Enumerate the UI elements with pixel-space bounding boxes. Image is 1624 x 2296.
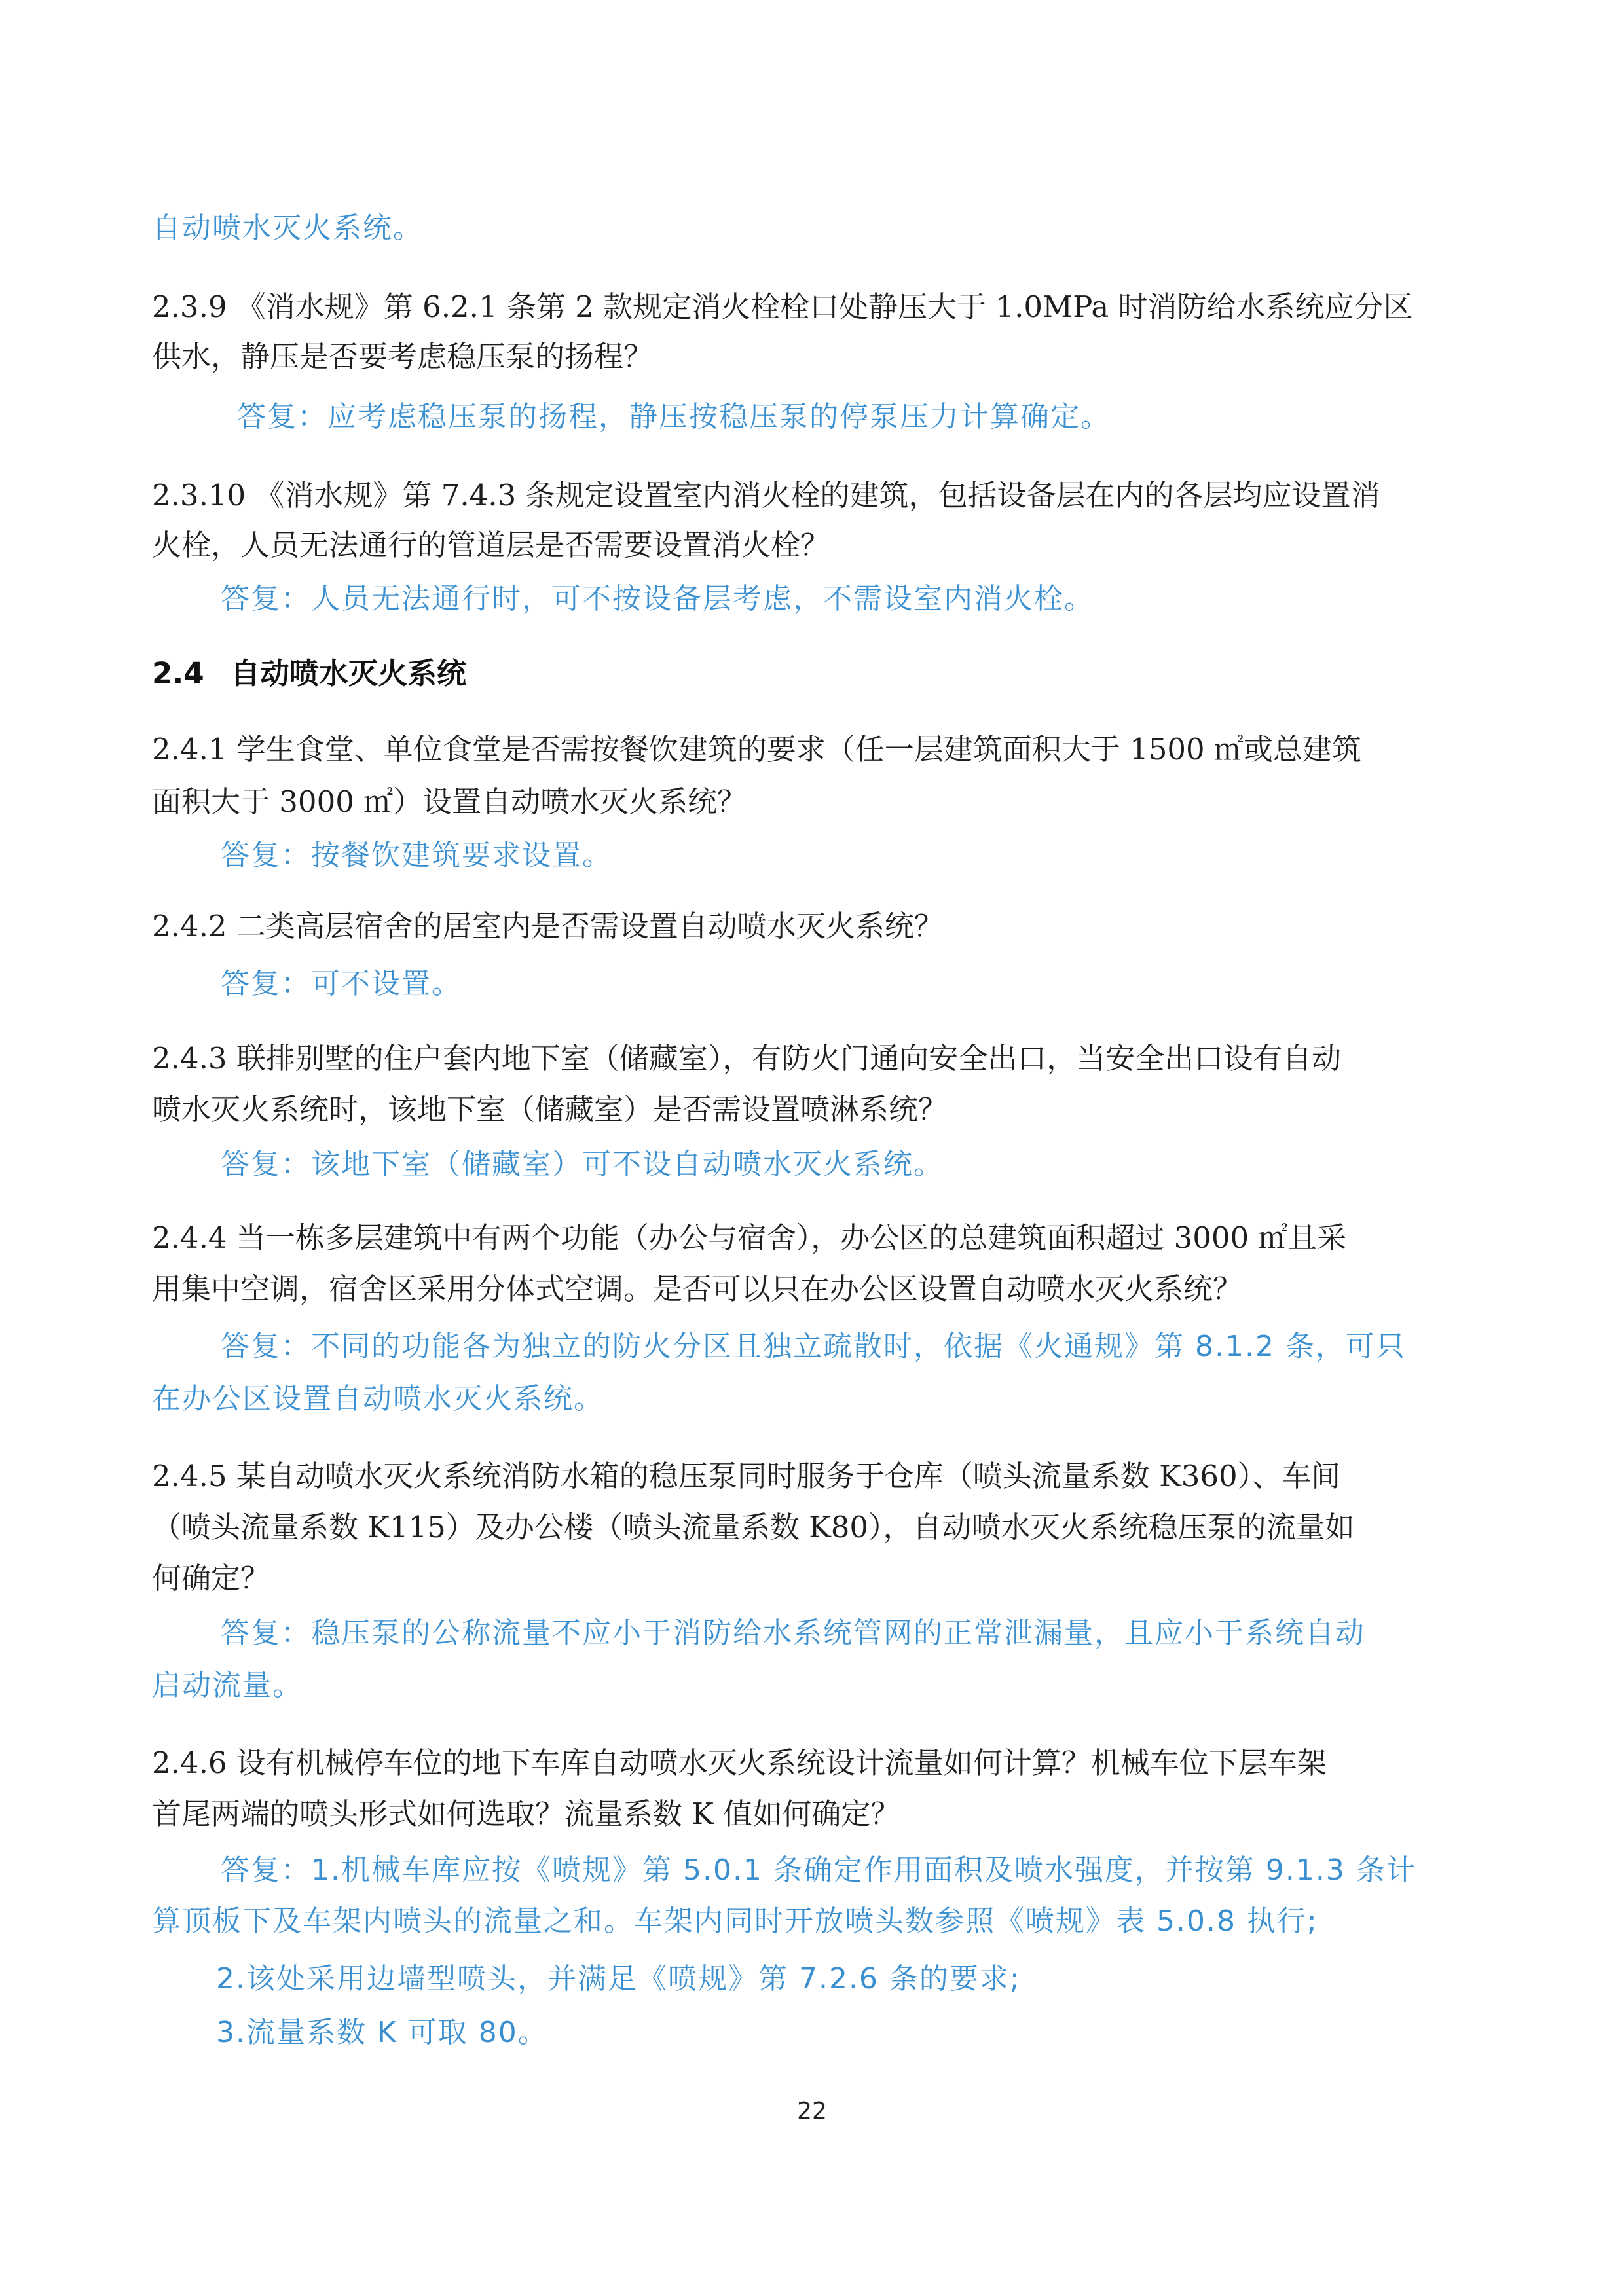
question-2-4-3-cont: 喷水灭火系统时，该地下室（储藏室）是否需设置喷淋系统？ xyxy=(152,1092,948,1127)
question-2-3-9: 2.3.9 《消水规》第 6.2.1 条第 2 款规定消火栓栓口处静压大于 1.0MPa 时消防给水系统应分区 xyxy=(152,289,1413,324)
question-2-4-3: 2.4.3 联排别墅的住户套内地下室（储藏室），有防火门通向安全出口，当安全出口设有自动 xyxy=(152,1041,1342,1076)
question-2-3-10-cont: 火栓，人员无法通行的管道层是否需要设置消火栓？ xyxy=(152,528,830,562)
question-2-4-5-cont: （喷头流量系数 K115）及办公楼（喷头流量系数 K80），自动喷水灭火系统稳压泵的流量如 xyxy=(152,1510,1355,1544)
answer-2-4-6: 答复：1.机械车库应按《喷规》第 5.0.1 条确定作用面积及喷水强度，并按第 9.1.3 条计 xyxy=(221,1853,1416,1887)
question-2-3-9-cont: 供水，静压是否要考虑稳压泵的扬程？ xyxy=(152,339,654,374)
question-2-3-10: 2.3.10 《消水规》第 7.4.3 条规定设置室内消火栓的建筑，包括设备层在内的各层均应设置消 xyxy=(152,478,1380,513)
question-2-4-5-cont2: 何确定？ xyxy=(152,1561,270,1595)
answer-2-3-10: 答复：人员无法通行时，可不按设备层考虑，不需设室内消火栓。 xyxy=(221,582,1094,615)
answer-continuation: 自动喷水灭火系统。 xyxy=(152,211,423,245)
answer-2-3-9: 答复：应考虑稳压泵的扬程，静压按稳压泵的停泵压力计算确定。 xyxy=(237,400,1111,433)
question-2-4-6-cont: 首尾两端的喷头形式如何选取？流量系数 K 值如何确定？ xyxy=(152,1796,900,1831)
answer-2-4-4-cont: 在办公区设置自动喷水灭火系统。 xyxy=(152,1382,604,1415)
question-2-4-4: 2.4.4 当一栋多层建筑中有两个功能（办公与宿舍），办公区的总建筑面积超过 3000 ㎡且采 xyxy=(152,1220,1347,1255)
answer-2-4-6-cont: 算顶板下及车架内喷头的流量之和。车架内同时开放喷头数参照《喷规》表 5.0.8 执行; xyxy=(152,1904,1318,1938)
question-2-4-4-cont: 用集中空调，宿舍区采用分体式空调。是否可以只在办公区设置自动喷水灭火系统？ xyxy=(152,1271,1243,1306)
section-heading xyxy=(152,651,1488,697)
answer-2-4-5: 答复：稳压泵的公称流量不应小于消防给水系统管网的正常泄漏量，且应小于系统自动 xyxy=(221,1616,1365,1650)
question-2-4-2: 2.4.2 二类高层宿舍的居室内是否需设置自动喷水灭火系统？ xyxy=(152,909,944,943)
question-2-4-1: 2.4.1 学生食堂、单位食堂是否需按餐饮建筑的要求（任一层建筑面积大于 1500 ㎡或总建筑 xyxy=(152,732,1361,767)
question-2-4-5: 2.4.5 某自动喷水灭火系统消防水箱的稳压泵同时服务于仓库（喷头流量系数 K360）、车间 xyxy=(152,1459,1341,1493)
section-title: 自动喷水灭火系统 xyxy=(231,656,467,691)
page-number: 22 xyxy=(797,2098,827,2124)
question-2-4-1-cont: 面积大于 3000 ㎡）设置自动喷水灭火系统？ xyxy=(152,784,747,819)
answer-2-4-3: 答复：该地下室（储藏室）可不设自动喷水灭火系统。 xyxy=(221,1148,944,1181)
answer-2-4-5-cont: 启动流量。 xyxy=(152,1669,303,1702)
answer-2-4-2: 答复：可不设置。 xyxy=(221,967,462,1000)
answer-2-4-1: 答复：按餐饮建筑要求设置。 xyxy=(221,839,612,872)
answer-2-4-6-item-2: 2.该处采用边墙型喷头，并满足《喷规》第 7.2.6 条的要求; xyxy=(216,1962,1021,1995)
question-2-4-6: 2.4.6 设有机械停车位的地下车库自动喷水灭火系统设计流量如何计算？机械车位下层车架 xyxy=(152,1745,1327,1780)
answer-2-4-4: 答复：不同的功能各为独立的防火分区且独立疏散时，依据《火通规》第 8.1.2 条，可只 xyxy=(221,1330,1406,1363)
answer-2-4-6-item-3: 3.流量系数 K 可取 80。 xyxy=(216,2016,548,2049)
section-number: 2.4 xyxy=(152,656,204,691)
